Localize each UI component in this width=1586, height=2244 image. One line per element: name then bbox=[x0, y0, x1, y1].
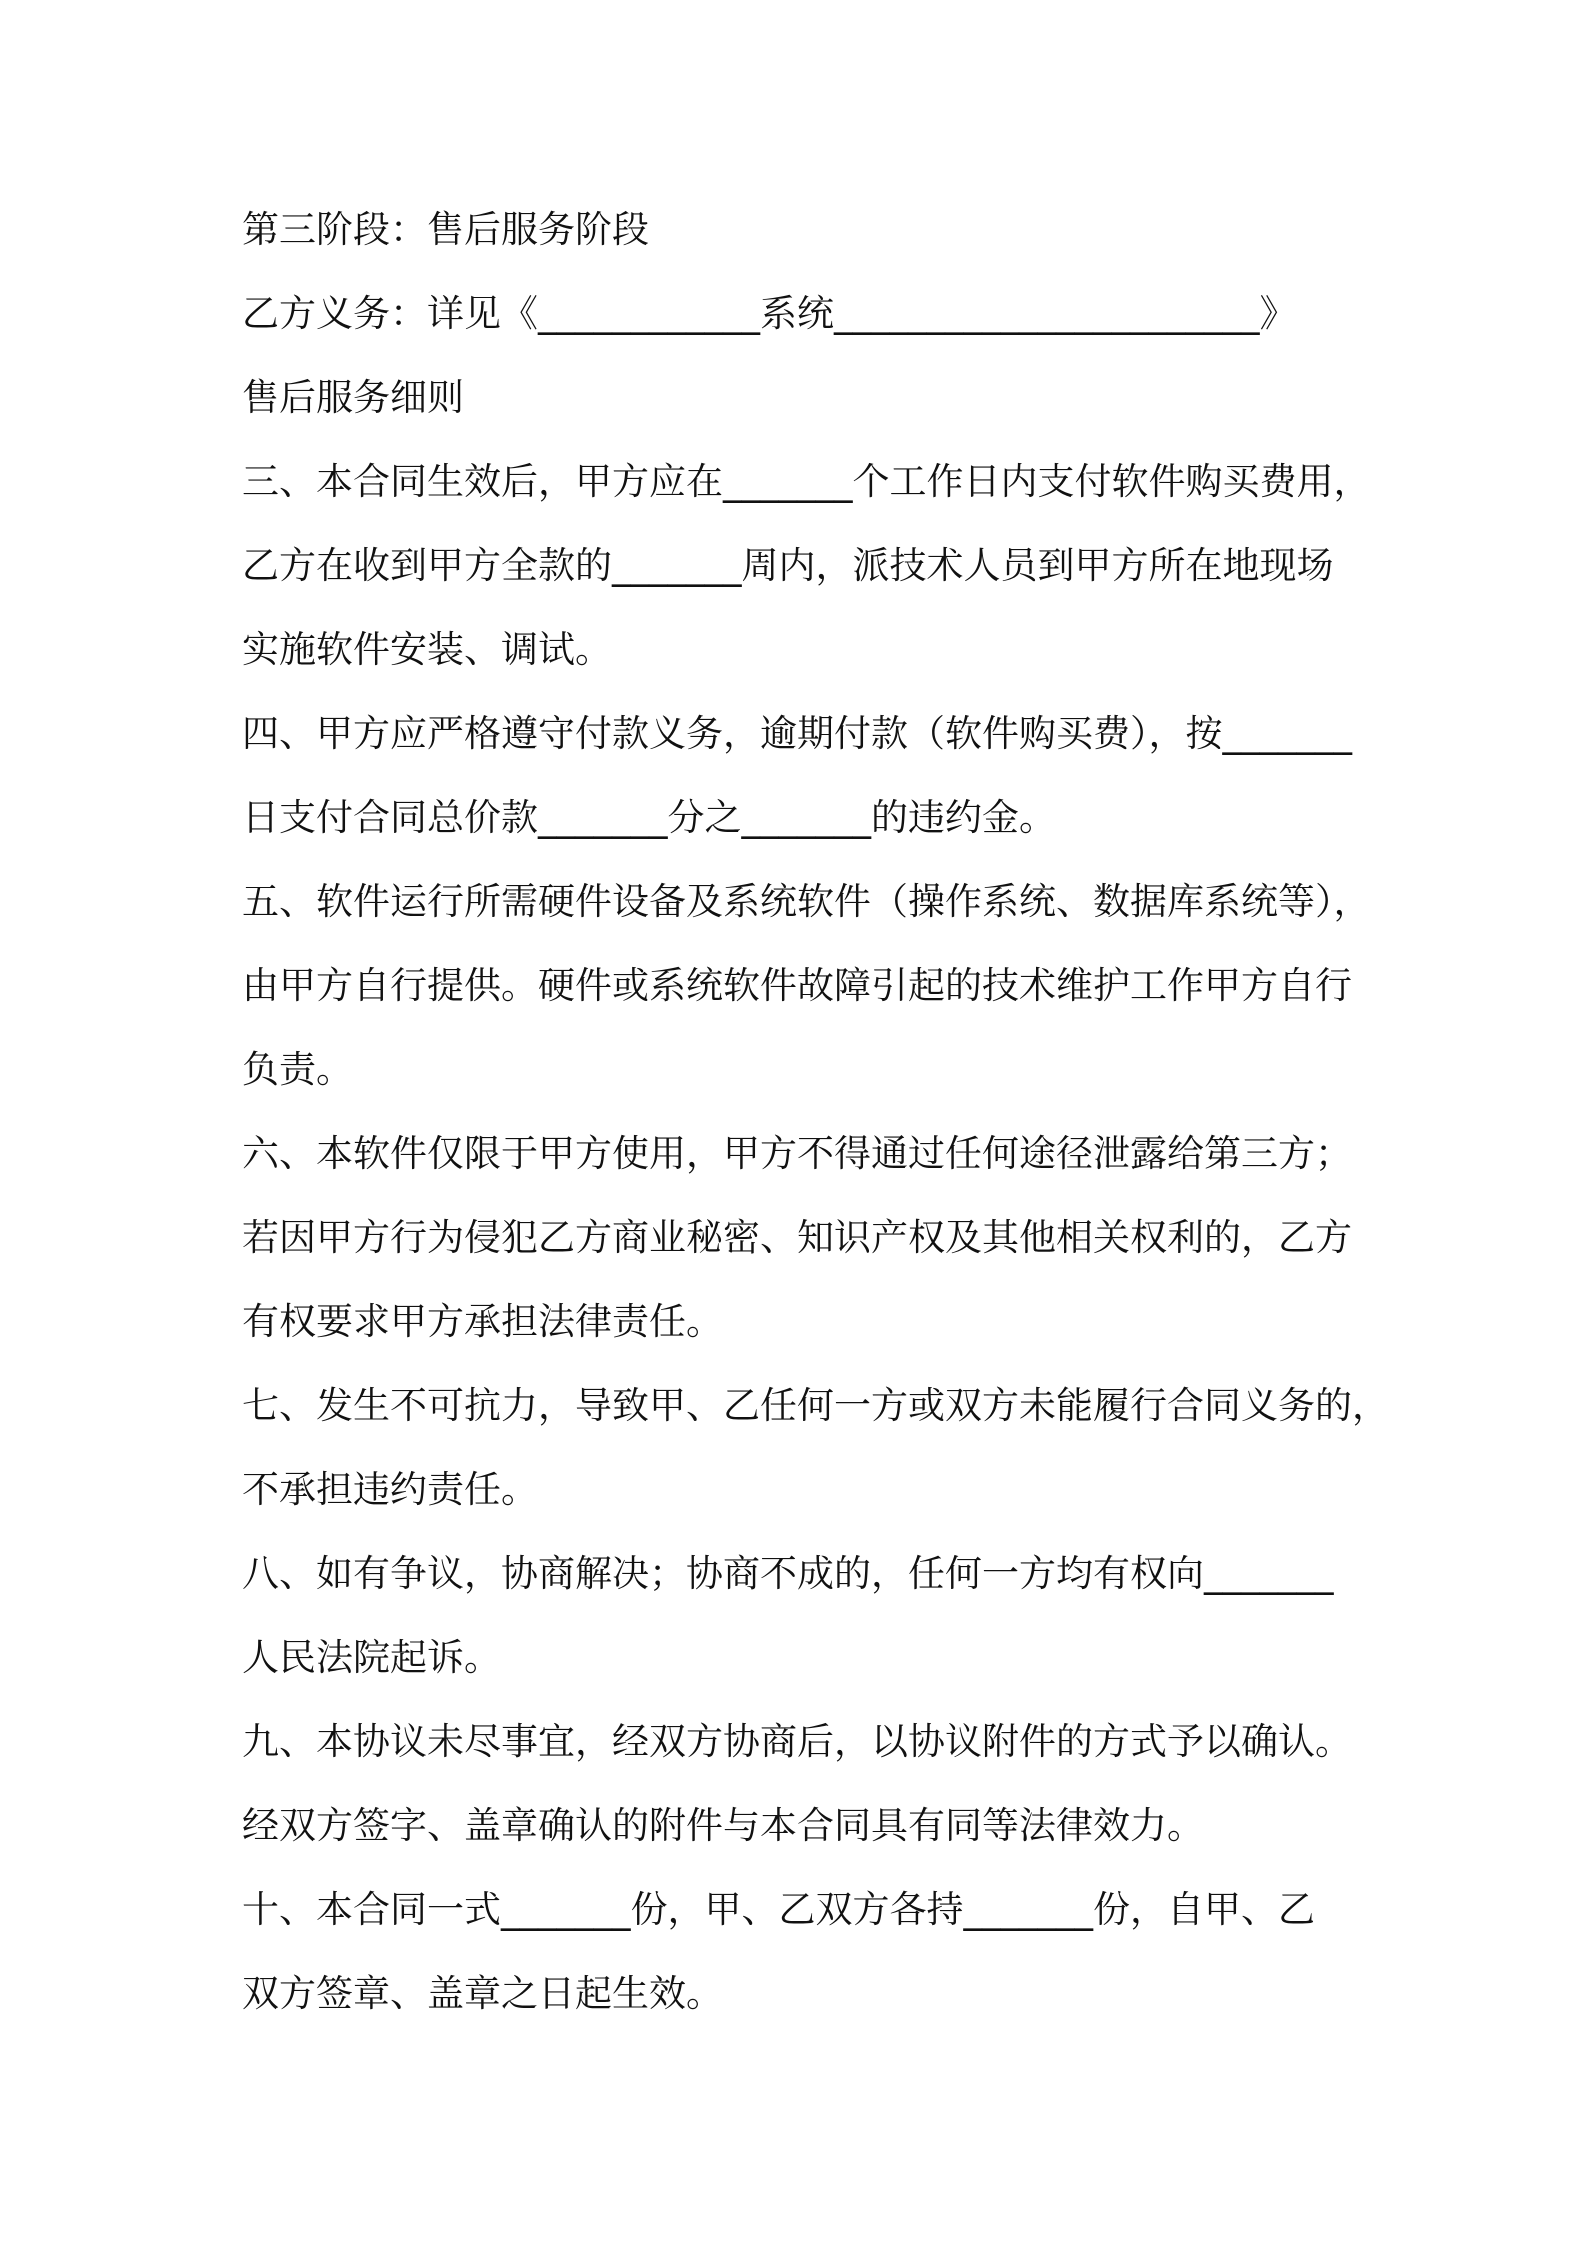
clause-9-line-1: 九、本协议未尽事宜，经双方协商后，以协议附件的方式予以确认。 bbox=[242, 1720, 1352, 1763]
section-heading-stage-three: 第三阶段：售后服务阶段 bbox=[242, 208, 649, 251]
clause-4-line-1: 四、甲方应严格遵守付款义务，逾期付款（软件购买费），按_______ bbox=[242, 712, 1352, 755]
clause-9-line-2: 经双方签字、盖章确认的附件与本合同具有同等法律效力。 bbox=[242, 1804, 1204, 1847]
clause-3-line-1: 三、本合同生效后，甲方应在_______个工作日内支付软件购买费用， bbox=[242, 460, 1371, 503]
clause-4-line-2: 日支付合同总价款_______分之_______的违约金。 bbox=[242, 796, 1056, 839]
clause-7-line-2: 不承担违约责任。 bbox=[242, 1468, 538, 1511]
clause-7-line-1: 七、发生不可抗力，导致甲、乙任何一方或双方未能履行合同义务的， bbox=[242, 1384, 1389, 1427]
clause-6-line-1: 六、本软件仅限于甲方使用，甲方不得通过任何途径泄露给第三方； bbox=[242, 1132, 1352, 1175]
clause-8-line-1: 八、如有争议，协商解决；协商不成的，任何一方均有权向_______ bbox=[242, 1552, 1334, 1595]
clause-10-line-2: 双方签章、盖章之日起生效。 bbox=[242, 1972, 723, 2015]
clause-5-line-3: 负责。 bbox=[242, 1048, 353, 1091]
clause-6-line-3: 有权要求甲方承担法律责任。 bbox=[242, 1300, 723, 1343]
clause-3-line-3: 实施软件安装、调试。 bbox=[242, 628, 612, 671]
clause-6-line-2: 若因甲方行为侵犯乙方商业秘密、知识产权及其他相关权利的，乙方 bbox=[242, 1216, 1352, 1259]
clause-5-line-1: 五、软件运行所需硬件设备及系统软件（操作系统、数据库系统等）， bbox=[242, 880, 1371, 923]
party-b-obligation-line: 乙方义务：详见《____________系统_______________________》 bbox=[242, 292, 1297, 335]
clause-8-line-2: 人民法院起诉。 bbox=[242, 1636, 501, 1679]
after-sales-rules-line: 售后服务细则 bbox=[242, 376, 464, 419]
document-body bbox=[242, 200, 1389, 2048]
clause-10-line-1: 十、本合同一式_______份，甲、乙双方各持_______份，自甲、乙 bbox=[242, 1888, 1315, 1931]
clause-5-line-2: 由甲方自行提供。硬件或系统软件故障引起的技术维护工作甲方自行 bbox=[242, 964, 1352, 1007]
clause-3-line-2: 乙方在收到甲方全款的_______周内，派技术人员到甲方所在地现场 bbox=[242, 544, 1334, 587]
